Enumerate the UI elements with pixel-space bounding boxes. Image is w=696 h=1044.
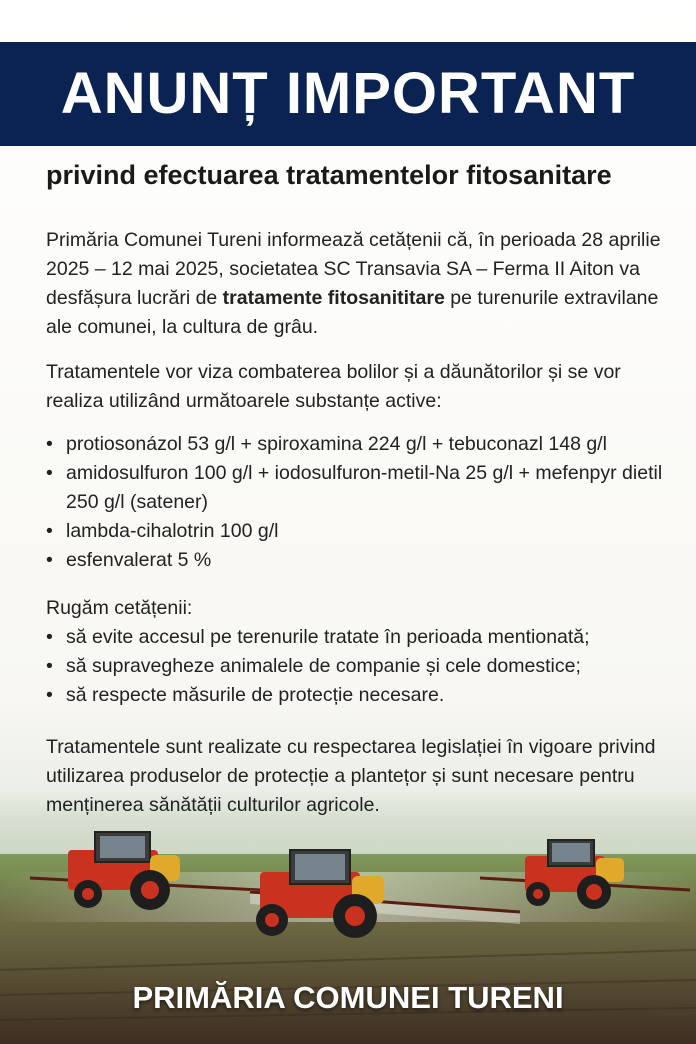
intro-paragraph bbox=[46, 226, 666, 342]
treatment-paragraph: Tratamentele vor viza combaterea bolilor și a dăunătorilor și se vor realiza utilizând următoarele substanțe active: bbox=[46, 361, 621, 412]
substances-list bbox=[46, 430, 666, 575]
announcement-subtitle: privind efectuarea tratamentelor fitosanitare bbox=[46, 160, 612, 190]
list-item: • amidosulfuron 100 g/l + iodosulfuron-metil-Na 25 g/l + mefenpyr dietil 250 g/l (satener) bbox=[46, 459, 666, 517]
request-intro: Rugăm cetățenii: bbox=[46, 597, 193, 619]
list-item: • lambda-cihalotrin 100 g/l bbox=[46, 517, 666, 546]
intro-tail-text: pe turenurile extravilane ale comunei, la cultura de grâu. bbox=[46, 287, 659, 338]
header-band bbox=[0, 42, 696, 146]
list-item: • să respecte măsurile de protecție necesare. bbox=[46, 681, 666, 710]
list-item: • să supravegheze animalele de companie și cele domestice; bbox=[46, 652, 666, 681]
intro-bold-text: tratamente fitosanititare bbox=[222, 287, 445, 309]
announcement-title: ANUNȚ IMPORTANT bbox=[60, 61, 636, 126]
list-item: • esfenvalerat 5 % bbox=[46, 546, 666, 575]
closing-paragraph: Tratamentele sunt realizate cu respectarea legislației în vigoare privind utilizarea produselor de protecție a plantețor și sunt necesare pentru menținerea sănătății culturilor agricole. bbox=[46, 736, 656, 816]
request-list bbox=[46, 623, 666, 710]
intro-lead-text: Primăria Comunei Tureni informează cetățenii că, în perioada 28 aprilie 2025 – 12 mai 2025, societatea SC Transavia SA – Ferma II Aiton va desfășura lucrări de bbox=[46, 229, 661, 309]
footer-title: PRIMĂRIA COMUNEI TURENI bbox=[132, 980, 564, 1015]
list-item: • protiosonázol 53 g/l + spiroxamina 224 g/l + tebuconazl 148 g/l bbox=[46, 430, 666, 459]
list-item: • să evite accesul pe terenurile tratate în perioada mentionată; bbox=[46, 623, 666, 652]
